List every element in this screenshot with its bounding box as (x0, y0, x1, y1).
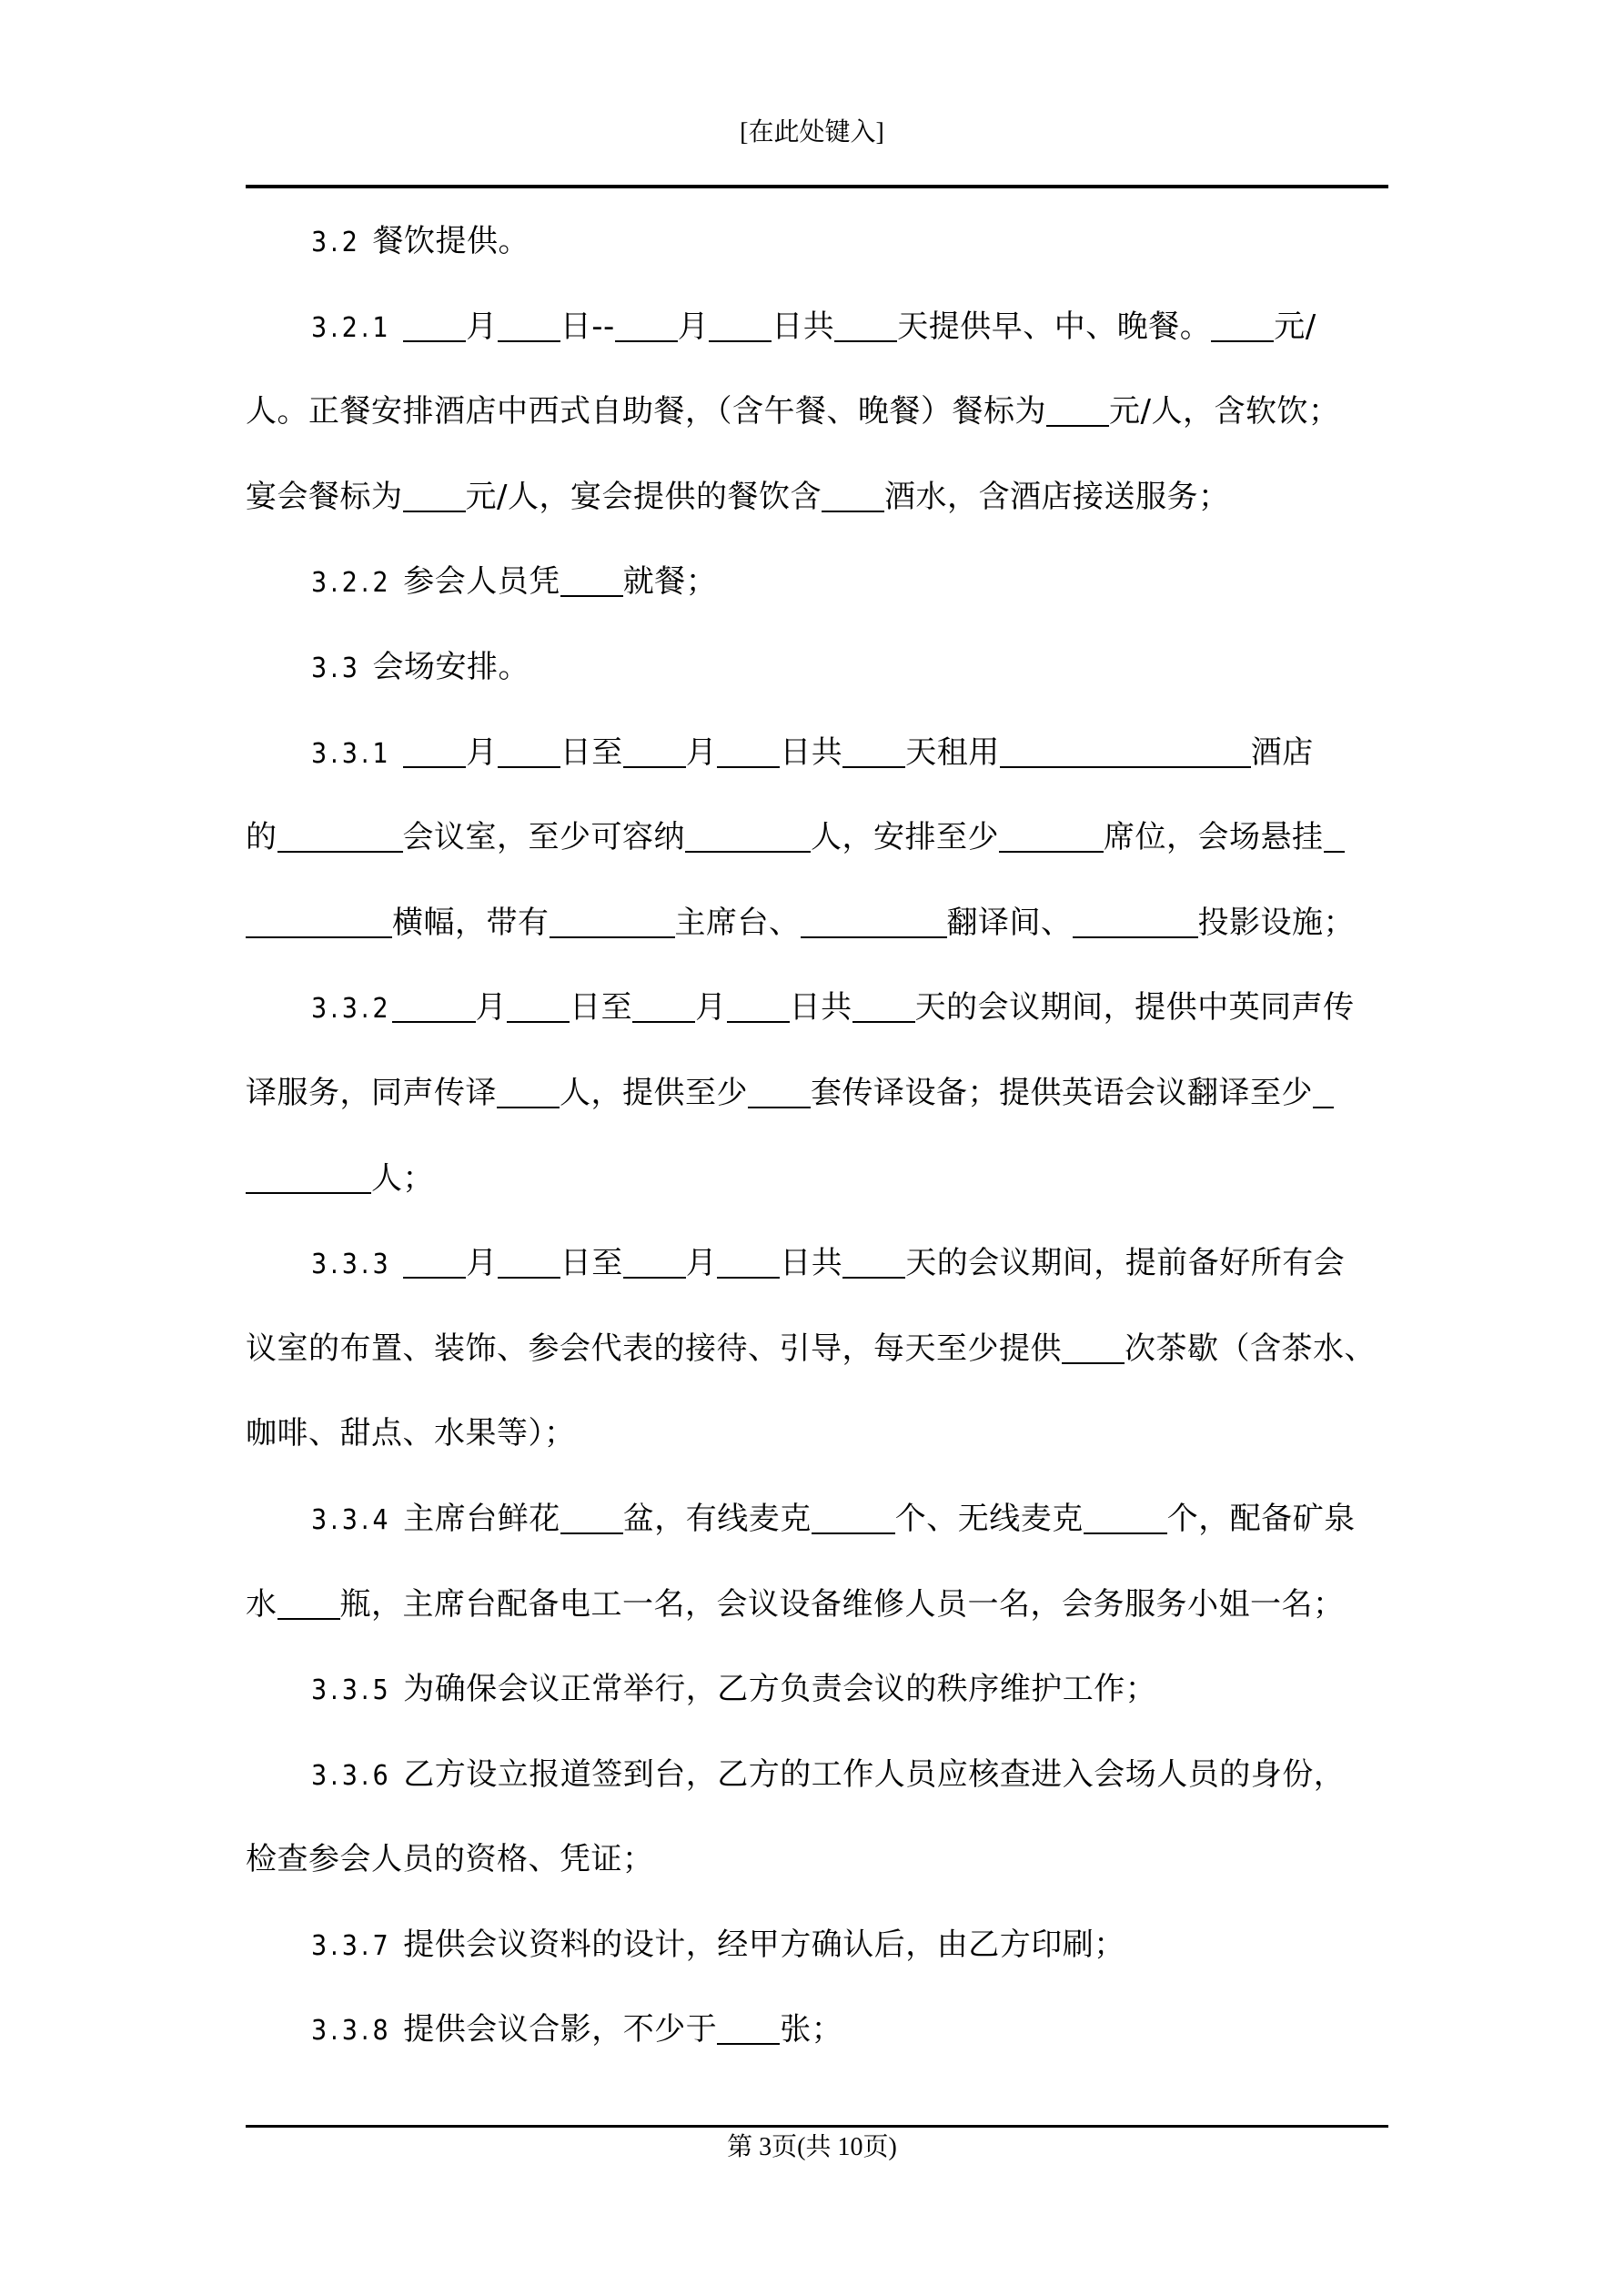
clause-text: 天的会议期间，提供中英同声传 (914, 989, 1355, 1027)
clause-text: 人，安排至少 (811, 819, 999, 856)
text-line (246, 813, 1388, 898)
clause-text: 月 (685, 1245, 718, 1282)
fill-in-blank[interactable] (748, 1076, 811, 1108)
clause-text: 议室的布置、装饰、参会代表的接待、引导，每天至少提供 (246, 1330, 1062, 1367)
fill-in-blank[interactable] (801, 905, 947, 938)
clause-number: 3.3.6 (311, 1759, 404, 1792)
fill-in-blank[interactable] (842, 735, 905, 768)
clause-number: 3.3.1 (311, 737, 404, 770)
clause-number: 3.2.1 (311, 311, 404, 344)
text-line (246, 302, 1388, 388)
clause-text: 日共 (780, 733, 843, 771)
fill-in-blank[interactable] (685, 820, 811, 853)
clause-text: 会议室，至少可容纳 (402, 819, 685, 856)
clause-text: 月 (677, 308, 710, 345)
fill-in-blank[interactable] (560, 564, 623, 597)
clause-number: 3.2 (311, 227, 373, 258)
clause-number: 3.3.4 (311, 1503, 404, 1536)
text-line (246, 2005, 1388, 2090)
clause-text: 人。正餐安排酒店中西式自助餐，（含午餐、晚餐）餐标为 (246, 393, 1046, 430)
clause-text: 日共 (772, 308, 835, 345)
fill-in-blank[interactable] (246, 905, 392, 938)
clause-number: 3.3.5 (311, 1674, 404, 1707)
clause-number: 3.3.8 (311, 2015, 404, 2048)
clause-text: 日至 (560, 1245, 623, 1282)
clause-text: 月 (685, 733, 718, 771)
fill-in-blank[interactable] (1000, 735, 1251, 768)
text-line (246, 1068, 1388, 1154)
fill-in-blank[interactable] (709, 309, 772, 342)
clause-text: 餐饮提供。 (372, 223, 530, 259)
clause-text: 乙方设立报道签到台，乙方的工作人员应核查进入会场人员的身份， (403, 1755, 1346, 1793)
fill-in-blank[interactable] (498, 735, 560, 768)
clause-text: 日至 (570, 989, 633, 1027)
text-line (246, 387, 1388, 472)
text-line (246, 1154, 1388, 1239)
clause-number: 3.2.2 (311, 567, 404, 600)
clause-text: 为确保会议正常举行，乙方负责会议的秩序维护工作； (403, 1671, 1157, 1708)
clause-text: 月 (466, 308, 498, 345)
fill-in-blank[interactable] (1046, 394, 1109, 427)
clause-text: 酒水，含酒店接送服务； (883, 478, 1230, 515)
fill-in-blank[interactable] (277, 1587, 340, 1620)
clause-text: 检查参会人员的资格、凭证； (246, 1841, 654, 1878)
clause-text: 译服务，同声传译 (246, 1074, 497, 1111)
clause-text: 月 (695, 989, 727, 1027)
text-line (246, 1835, 1388, 1920)
clause-text: 的 (246, 819, 277, 856)
fill-in-blank[interactable] (403, 1246, 466, 1279)
fill-in-blank[interactable] (623, 735, 686, 768)
clause-text: 个，配备矿泉 (1166, 1500, 1356, 1537)
clause-text: 天的会议期间，提前备好所有会 (905, 1245, 1346, 1282)
clause-text: 月 (466, 1245, 498, 1282)
clause-text: 宴会餐标为 (246, 478, 403, 515)
clause-text: 日共 (789, 989, 852, 1027)
text-line (246, 728, 1388, 814)
text-line (246, 898, 1388, 984)
fill-in-blank[interactable] (1084, 1502, 1167, 1534)
fill-in-blank[interactable] (403, 480, 466, 512)
clause-number: 3.3 (311, 652, 373, 684)
fill-in-blank[interactable] (717, 1246, 780, 1279)
clause-text: 月 (475, 989, 508, 1027)
clause-text: 日至 (560, 733, 623, 771)
clause-text: 日共 (780, 1245, 843, 1282)
fill-in-blank[interactable] (717, 735, 780, 768)
fill-in-blank[interactable] (403, 309, 466, 342)
fill-in-blank[interactable] (727, 990, 790, 1023)
fill-in-blank[interactable] (403, 735, 466, 768)
fill-in-blank[interactable] (498, 309, 560, 342)
clause-text: 月 (466, 733, 498, 771)
text-line (246, 642, 1388, 728)
fill-in-blank[interactable] (497, 1076, 560, 1108)
text-line (246, 1324, 1388, 1410)
fill-in-blank[interactable] (842, 1246, 905, 1279)
page-number: 第 3页(共 10页) (727, 2133, 897, 2161)
clause-text: 元/人，含软饮； (1109, 393, 1340, 430)
clause-text: 天提供早、中、晚餐。 (897, 308, 1212, 345)
clause-text: 日-- (560, 308, 615, 345)
footer-rule (246, 2125, 1388, 2128)
clause-text: 水 (246, 1585, 277, 1623)
clause-number: 3.3.3 (311, 1249, 404, 1281)
text-line (246, 1750, 1388, 1836)
fill-in-blank[interactable] (246, 1161, 371, 1194)
page-header-text: [在此处键入] (740, 118, 884, 147)
text-line (246, 1580, 1388, 1665)
text-line (246, 557, 1388, 642)
clause-text: 主席台鲜花 (403, 1500, 560, 1537)
clause-text: 个、无线麦克 (894, 1500, 1084, 1537)
clause-text: 酒店 (1250, 733, 1314, 771)
fill-in-blank[interactable] (1073, 905, 1198, 938)
clause-text: 提供会议合影，不少于 (403, 2011, 718, 2048)
clause-text: 元/人，宴会提供的餐饮含 (465, 478, 822, 515)
fill-in-blank[interactable] (834, 309, 897, 342)
text-line (246, 472, 1388, 558)
clause-text: 天租用 (905, 733, 1000, 771)
clause-text: 就餐； (622, 563, 718, 601)
fill-in-blank[interactable] (717, 2012, 780, 2045)
fill-in-blank[interactable] (623, 1246, 686, 1279)
fill-in-blank[interactable] (1324, 820, 1345, 853)
text-line (246, 1239, 1388, 1324)
clause-text: 瓶，主席台配备电工一名，会议设备维修人员一名，会务服务小姐一名； (339, 1585, 1345, 1623)
text-line (246, 217, 1388, 302)
clause-number: 3.3.7 (311, 1929, 404, 1962)
clause-text: 盆，有线麦克 (622, 1500, 812, 1537)
fill-in-blank[interactable] (822, 480, 884, 512)
text-line (246, 1409, 1388, 1494)
fill-in-blank[interactable] (1313, 1076, 1334, 1108)
clause-text: 咖啡、甜点、水果等）； (246, 1415, 576, 1452)
clause-text: 投影设施； (1197, 904, 1355, 941)
fill-in-blank[interactable] (392, 990, 476, 1023)
fill-in-blank[interactable] (812, 1502, 895, 1534)
fill-in-blank[interactable] (1211, 309, 1274, 342)
text-line (246, 1664, 1388, 1750)
fill-in-blank[interactable] (632, 990, 695, 1023)
clause-text: 主席台、 (674, 904, 801, 941)
clause-text: 元/ (1274, 308, 1316, 345)
clause-text: 张； (780, 2011, 843, 2048)
clause-text: 参会人员凭 (403, 563, 560, 601)
clause-text: 会场安排。 (372, 648, 530, 685)
fill-in-blank[interactable] (507, 990, 570, 1023)
clause-text: 次茶歇（含茶水、 (1125, 1330, 1376, 1367)
document-body (246, 217, 1388, 2090)
clause-text: 翻译间、 (946, 904, 1073, 941)
clause-text: 席位，会场悬挂 (1104, 819, 1324, 856)
text-line (246, 1494, 1388, 1580)
fill-in-blank[interactable] (852, 990, 915, 1023)
clause-text: 人，提供至少 (560, 1074, 748, 1111)
text-line (246, 1920, 1388, 2006)
fill-in-blank[interactable] (277, 820, 403, 853)
clause-text: 套传译设备；提供英语会议翻译至少 (811, 1074, 1313, 1111)
fill-in-blank[interactable] (560, 1502, 623, 1534)
text-line (246, 983, 1388, 1068)
clause-text: 人； (371, 1159, 434, 1197)
fill-in-blank[interactable] (999, 820, 1104, 853)
clause-text: 横幅，带有 (392, 904, 550, 941)
fill-in-blank[interactable] (550, 905, 675, 938)
clause-text: 提供会议资料的设计，经甲方确认后，由乙方印刷； (403, 1926, 1125, 1963)
fill-in-blank[interactable] (1062, 1331, 1125, 1364)
clause-number: 3.3.2 (311, 993, 392, 1026)
fill-in-blank[interactable] (498, 1246, 560, 1279)
fill-in-blank[interactable] (615, 309, 678, 342)
header-rule (246, 185, 1388, 188)
